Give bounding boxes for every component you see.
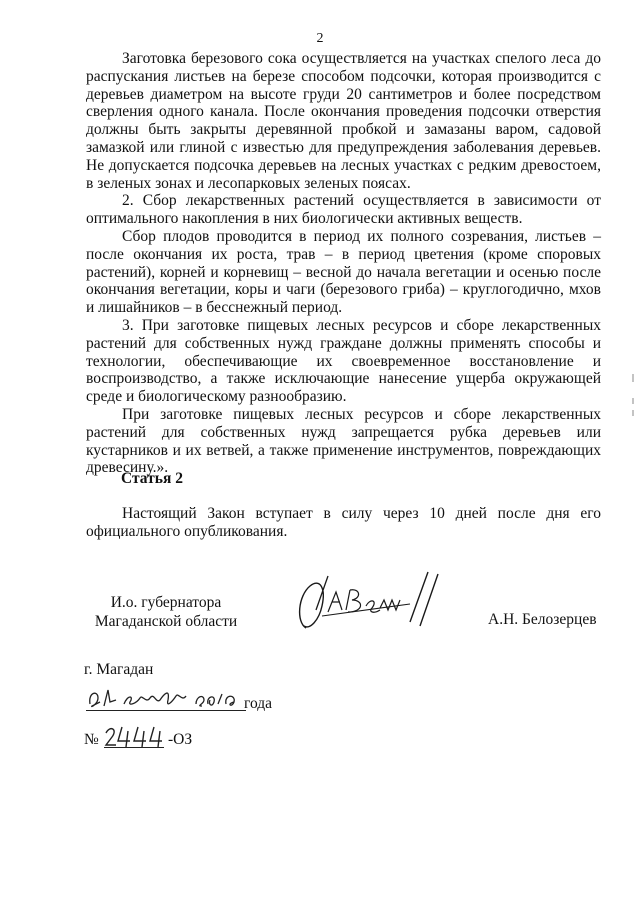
date-suffix: года — [244, 695, 273, 712]
paragraph-prohibitions: При заготовке пищевых лесных ресурсов и сборе лекарственных растений для собственных нужд запрещается рубка деревьев или кустарников и их ветвей, а также применение инструментов, повреждающих древесину.». — [86, 405, 601, 477]
paragraph-harvest-methods: 3. При заготовке пищевых лесных ресурсов и сборе лекарственных растений для собственных нужд граждане должны применять способы и технологии, обеспечивающие их своевременное восстановление и воспроизводство, а также исключающие нанесение ущерба окружающей среде и биологическому разнообразию. — [86, 316, 601, 406]
law-text-body — [86, 50, 601, 477]
date-underline — [86, 710, 246, 711]
signatory-name: А.Н. Белозерцев — [488, 611, 597, 628]
paragraph-birch-sap: Заготовка березового сока осуществляется на участках спелого леса до распускания листьев на березе способом подсочки, которая производится с деревьев диаметром на высоте груди 20 сантиметров и более посредством сверления одного канала. После окончания проведения подсочки отверстия должны быть закрыты деревянной пробкой и замазаны варом, садовой замазкой или глиной с известью для предупреждения заболевания деревьев. Не допускается подсочка деревьев на лесных участках с редким древостоем, в зеленых зонах и лесопарковых зеленых поясах. — [86, 50, 601, 192]
signatory-position — [86, 594, 246, 631]
entry-into-force-text: Настоящий Закон вступает в силу через 10 дней после дня его официального опубликования. — [86, 505, 601, 540]
scan-edge-marks — [630, 370, 636, 430]
article-heading: Статья 2 — [121, 470, 183, 487]
handwritten-date — [84, 682, 254, 712]
law-number — [84, 727, 284, 757]
signing-date — [84, 688, 284, 718]
number-suffix: -ОЗ — [168, 731, 193, 748]
entry-into-force — [86, 505, 601, 541]
signatory-position-line1: И.о. губернатора — [110, 594, 222, 611]
number-underline — [104, 747, 164, 748]
handwritten-signature — [292, 566, 442, 646]
page-number: 2 — [316, 31, 324, 46]
signatory-position-line2: Магаданской области — [94, 612, 238, 630]
place-of-signing: г. Магадан — [84, 661, 154, 678]
paragraph-medicinal-plants: 2. Сбор лекарственных растений осуществляется в зависимости от оптимального накопления в них биологически активных веществ. — [86, 192, 601, 228]
paragraph-collection-periods: Сбор плодов проводится в период их полного созревания, листьев – после окончания их роста, трав – в период цветения (кроме споровых растений), корней и корневищ – весной до начала вегетации и осенью после окончания вегетации, коры и чаги (березового гриба) – круглогодично, мхов и лишайников – в бесснежный период. — [86, 227, 601, 317]
number-sign: № — [84, 731, 99, 748]
